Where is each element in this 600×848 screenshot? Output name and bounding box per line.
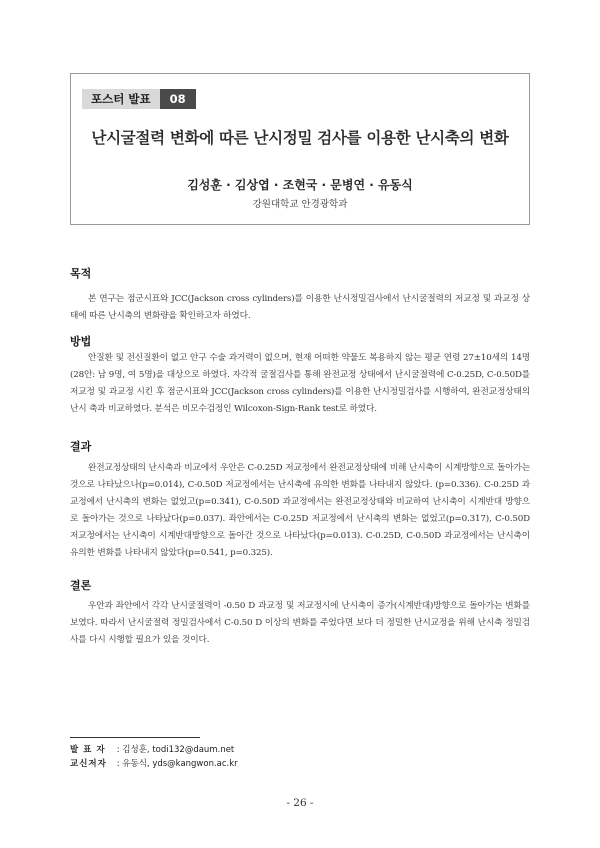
poster-tag-label: 포스터 발표 [82, 89, 160, 109]
paper-title: 난시굴절력 변화에 따른 난시정밀 검사를 이용한 난시축의 변화 [91, 129, 509, 147]
footnote-divider [70, 737, 200, 738]
section-body-conclusion: 우안과 좌안에서 각각 난시굴절력이 -0.50 D 과교정 및 저교정시에 난시축이 증가(시계반대)방향으로 돌아가는 변화를 보였다. 따라서 난시굴절력 정밀검사에서 C-0.50 D 이상의 변화를 주었다면 보다 더 정밀한 난시교정을 위해 난시축 정밀검사를 다시 시행할 필요가 있을 것이다. [70, 601, 530, 645]
poster-tag-number: 08 [160, 89, 196, 109]
corresponding-info: 유동식, yds@kangwon.ac.kr [122, 759, 238, 769]
section-heading-conclusion: 결론 [70, 579, 92, 592]
poster-tag [82, 89, 196, 109]
presenter-info: 김성훈, todi132@daum.net [122, 745, 235, 755]
footnote-presenter: 발 표 자 : 김성훈, todi132@daum.net [70, 745, 235, 755]
section-body-method: 안질환 및 전신질환이 없고 안구 수술 과거력이 없으며, 현재 어떠한 약물도 복용하지 않는 평균 연령 27±10세의 14명(28안: 남 9명, 여 5명)을 대상으로 하였다. 자각적 굴절검사를 통해 완전교정 상태에서 난시굴절력에 C-0.25D, C-0.50D를 저교정 및 과교정 시킨 후 점군시표와 JCC(Jackson cross cylinders)를 이용한 난시정밀검사를 시행하여, 완전교정상태의 난시 축과 비교하였다. 분석은 비모수검정인 Wilcoxon-Sign-Rank test로 하였다. [70, 353, 530, 414]
presenter-label: 발 표 자 [70, 745, 106, 755]
section-heading-method: 방법 [70, 335, 92, 348]
section-body-results: 완전교정상태의 난시축과 비교에서 우안은 C-0.25D 저교정에서 완전교정상태에 비해 난시축이 시계방향으로 돌아가는 것으로 나타났으나(p=0.014), C-0.50D 저교정에서는 난시축에 유의한 변화를 나타내지 않았다. (p=0.336). C-0.25D 과교정에서 난시축의 변화는 없었고(p=0.341), C-0.50D 과교정에서는 완전교정상태와 비교하여 난시축이 시계반대 방향으로 돌아가는 것으로 나타났다(p=0.037). 좌안에서는 C-0.25D 저교정에서 난시축의 변화는 없었고(p=0.317), C-0.50D 저교정에서는 난시축이 시계반대방향으로 돌아간 것으로 나타났다(p=0.013). C-0.25D, C-0.50D 과교정에서는 난시축이 유의한 변화를 나타내지 않았다(p=0.541, p=0.325). [70, 463, 530, 558]
section-heading-purpose: 목적 [70, 267, 92, 280]
page-number: - 26 - [286, 797, 314, 809]
section-body-purpose: 본 연구는 점군시표와 JCC(Jackson cross cylinders)를 이용한 난시정밀검사에서 난시굴절력의 저교정 및 과교정 상태에 따른 난시축의 변화량을 확인하고자 하였다. [70, 294, 530, 321]
affiliation: 강원대학교 안경광학과 [252, 199, 348, 210]
corresponding-label: 교신저자 [70, 759, 107, 769]
section-heading-results: 결과 [70, 440, 92, 453]
footnote-corresponding: 교신저자 : 유동식, yds@kangwon.ac.kr [70, 759, 238, 769]
author-list: 김성훈 · 김상엽 · 조현국 · 문병연 · 유동식 [187, 178, 413, 192]
